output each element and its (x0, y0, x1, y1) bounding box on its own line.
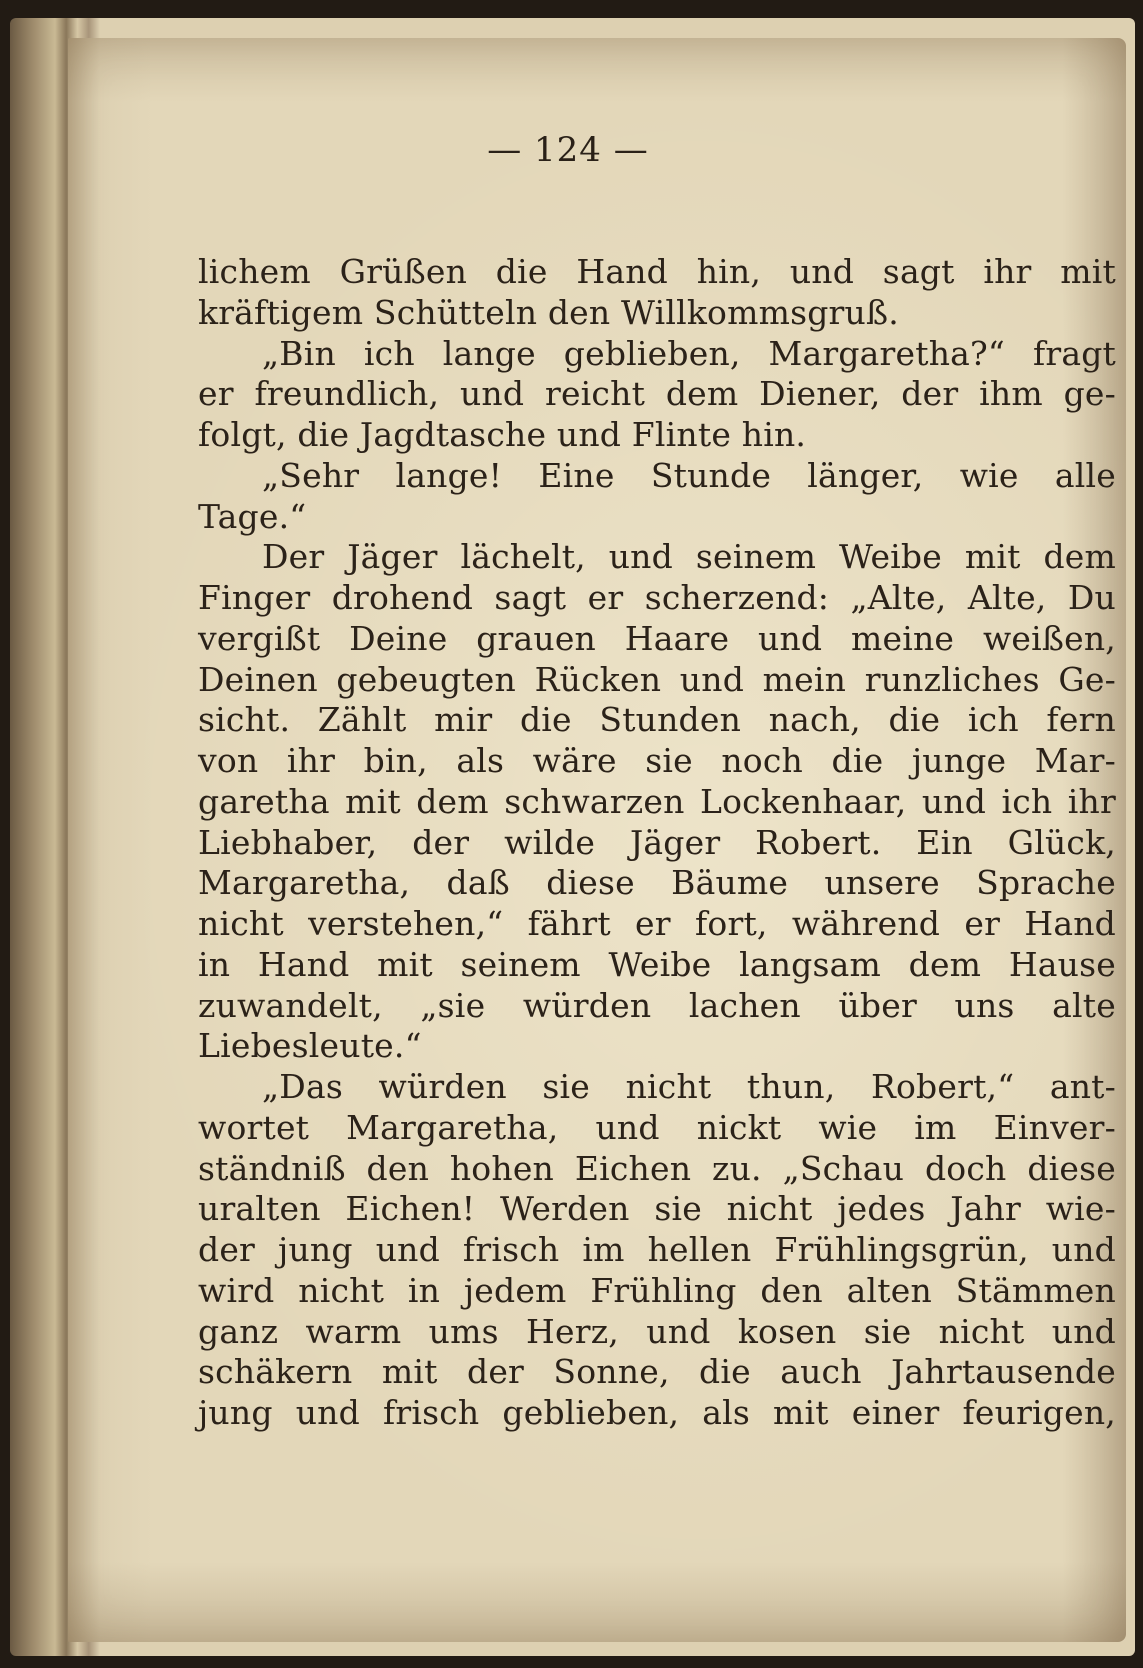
text-line: Liebesleute.“ (198, 1026, 422, 1066)
text-line: „Bin ich lange geblieben, Margaretha?“ fragt (262, 333, 1116, 373)
body-text (198, 252, 1116, 1434)
text-line: von ihr bin, als wäre sie noch die junge Mar- (198, 741, 1116, 780)
text-line: wird nicht in jedem Frühling den alten Stämmen (198, 1270, 1116, 1310)
text-line: ganz warm ums Herz, und kosen sie nicht und (198, 1311, 1116, 1351)
text-line: uralten Eichen! Werden sie nicht jedes Jahr wie- (198, 1189, 1116, 1229)
text-line: zuwandelt, „sie würden lachen über uns alte (198, 985, 1116, 1025)
text-line: wortet Margaretha, und nickt wie im Einver- (198, 1107, 1116, 1147)
text-line: folgt, die Jagdtasche und Flinte hin. (198, 415, 807, 454)
text-line: ständniß den hohen Eichen zu. „Schau doch diese (198, 1148, 1116, 1188)
text-line: „Sehr lange! Eine Stunde länger, wie alle (262, 455, 1116, 495)
book-page (68, 38, 1126, 1642)
text-line: garetha mit dem schwarzen Lockenhaar, und ich ihr (198, 781, 1116, 821)
text-line: der jung und frisch im hellen Frühlingsgrün, und (198, 1230, 1116, 1269)
text-line: in Hand mit seinem Weibe langsam dem Hause (198, 944, 1116, 984)
text-line: schäkern mit der Sonne, die auch Jahrtausende (198, 1352, 1116, 1392)
text-line: Finger drohend sagt er scherzend: „Alte, Alte, Du (198, 578, 1116, 617)
page-number: — 124 — (487, 130, 649, 170)
text-line: lichem Grüßen die Hand hin, und sagt ihr mit (198, 252, 1116, 291)
text-line: er freundlich, und reicht dem Diener, der ihm ge- (198, 374, 1116, 414)
text-line: Tage.“ (198, 496, 307, 536)
text-line: Liebhaber, der wilde Jäger Robert. Ein Glück, (198, 822, 1116, 862)
text-line: jung und frisch geblieben, als mit einer feurigen, (198, 1393, 1116, 1432)
text-line: kräftigem Schütteln den Willkommsgruß. (198, 292, 899, 332)
text-line: „Das würden sie nicht thun, Robert,“ ant- (262, 1067, 1116, 1106)
text-line: vergißt Deine grauen Haare und meine weißen, (198, 618, 1116, 658)
text-line: sicht. Zählt mir die Stunden nach, die ich fern (198, 700, 1116, 740)
text-line: Der Jäger lächelt, und seinem Weibe mit dem (262, 537, 1116, 577)
text-line: Deinen gebeugten Rücken und mein runzliches Ge- (198, 659, 1116, 699)
text-line: nicht verstehen,“ fährt er fort, während er Hand (198, 904, 1116, 943)
text-line: Margaretha, daß diese Bäume unsere Sprache (198, 863, 1116, 903)
